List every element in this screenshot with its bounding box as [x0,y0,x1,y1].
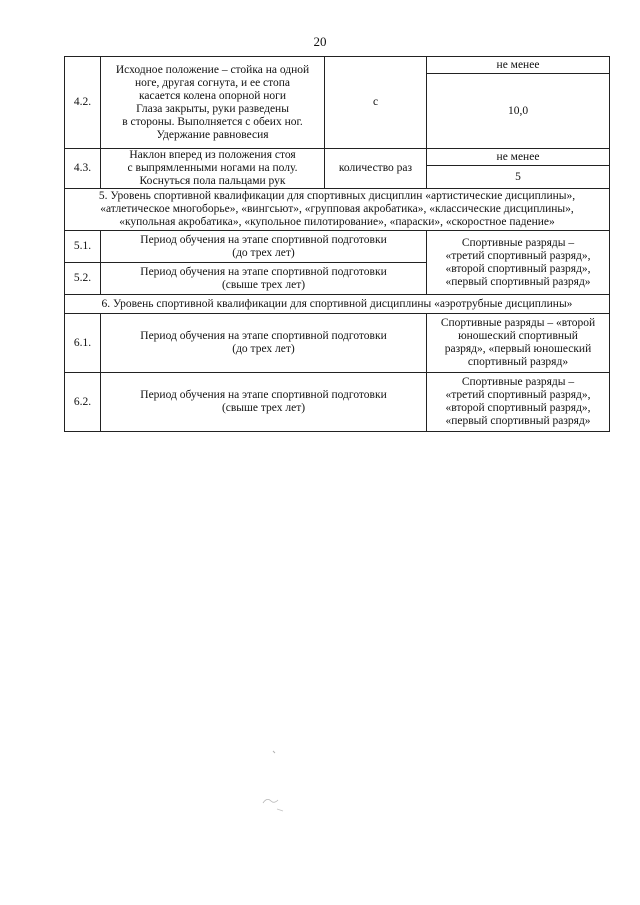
qualification-result [427,373,610,432]
text-line: Исходное положение – стойка на одной [115,63,310,76]
text-line: «второй спортивный разряд», [445,262,591,275]
section-header-5 [65,189,610,231]
qualification-result [427,231,610,295]
table-row-5-1 [65,231,610,263]
table-row-4-2 [65,57,610,74]
text-line: (свыше трех лет) [221,278,306,291]
text-line: «третий спортивный разряд», [445,389,591,401]
standards-table [64,56,610,432]
unit-cell: с [325,57,427,149]
text-line: с выпрямленными ногами на полу. [127,162,298,174]
period-description [101,373,427,432]
text-line: «первый спортивный разряд» [445,415,591,427]
table-row-6-2 [65,373,610,432]
value-cell: 10,0 [427,74,610,149]
text-line: Спортивные разряды – «второй [440,317,596,329]
row-number: 5.2. [65,263,101,295]
text-line: Удержание равновесия [156,128,269,141]
row-number: 6.2. [65,373,101,432]
text-line: Коснуться пола пальцами рук [139,175,286,187]
text-line: ноге, другая согнута, и ее стопа [134,76,291,89]
text-line: разряд», «первый юношеский [444,343,592,355]
text-line: Наклон вперед из положения стоя [129,149,296,161]
exercise-description [101,57,325,149]
text-line: (до трех лет) [232,343,295,355]
text-line: Период обучения на этапе спортивной подготовки [140,233,387,246]
period-description [101,231,427,263]
section-header-6 [65,295,610,314]
text-line: спортивный разряд» [467,356,569,368]
text-line: «третий спортивный разряд», [445,249,591,262]
text-line: Период обучения на этапе спортивной подготовки [140,330,387,342]
text-line: Спортивные разряды – [461,236,575,249]
text-line: «купольная акробатика», «купольное пилотирование», «параски», «скоростное падение» [119,216,555,228]
qualifier-cell: не менее [427,149,610,166]
text-line: юношеский спортивный [458,330,578,342]
row-number: 6.1. [65,314,101,373]
text-line: Период обучения на этапе спортивной подготовки [140,265,387,278]
table-row-6-1 [65,314,610,373]
table-row-4-3 [65,149,610,166]
text-line: (до трех лет) [232,246,295,259]
period-description [101,263,427,295]
text-line: 5. Уровень спортивной квалификации для спортивных дисциплин «артистические дисциплины», [98,190,576,202]
text-line: Спортивные разряды – [461,376,575,388]
text-line: в стороны. Выполняется с обеих ног. [122,115,303,128]
text-line: касается колена опорной ноги [138,89,287,102]
value-cell: 5 [427,166,610,189]
text-line: «первый спортивный разряд» [445,275,591,288]
page-number: 20 [313,34,327,49]
section-title: 6. Уровень спортивной квалификации для спортивной дисциплины «аэротрубные дисциплины» [65,295,610,314]
exercise-description [101,149,325,189]
row-number: 5.1. [65,231,101,263]
row-number: 4.2. [65,57,101,149]
qualification-result [427,314,610,373]
qualifier-cell: не менее [427,57,610,74]
text-line: (свыше трех лет) [221,402,306,414]
text-line: «атлетическое многоборье», «вингсьют», «групповая акробатика», «классические дисциплины», [100,203,574,215]
scan-artifact [255,745,295,815]
row-number: 4.3. [65,149,101,189]
text-line: Глаза закрыты, руки разведены [136,102,289,115]
text-line: Период обучения на этапе спортивной подготовки [140,389,387,401]
text-line: «второй спортивный разряд», [445,402,591,414]
section-title [65,189,610,231]
unit-cell: количество раз [325,149,427,189]
period-description [101,314,427,373]
